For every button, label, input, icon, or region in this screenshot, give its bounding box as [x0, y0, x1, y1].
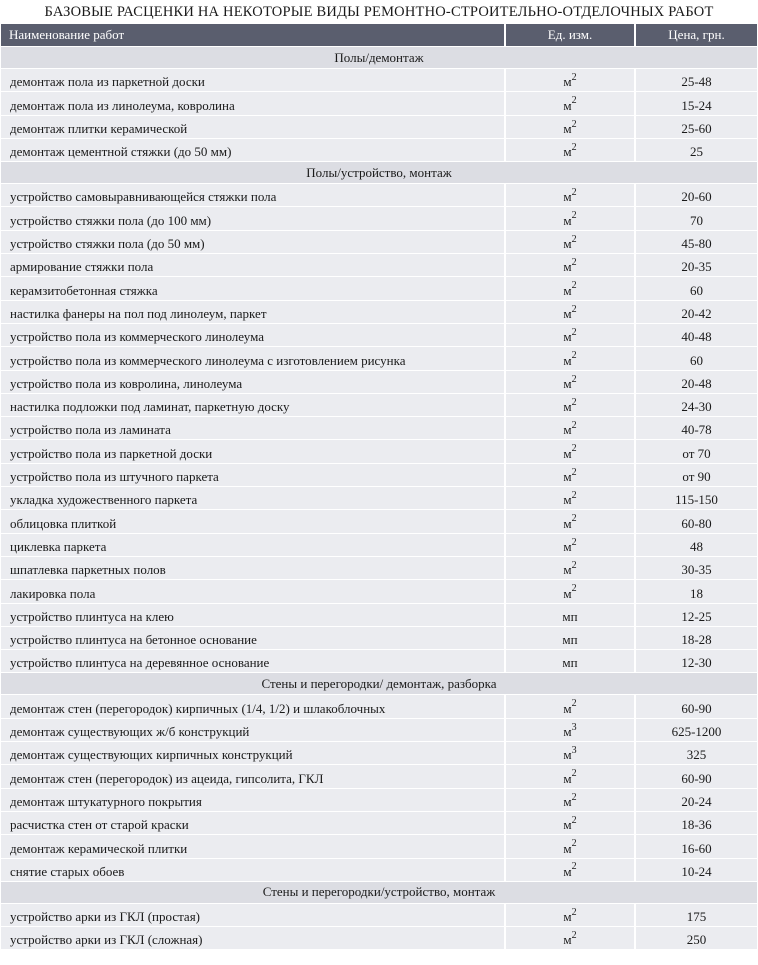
section-row: [1, 673, 757, 694]
price-cell: 18-36: [636, 812, 757, 834]
unit-cell: [506, 742, 636, 764]
unit-exponent: 2: [571, 906, 577, 918]
table-row: [1, 487, 757, 509]
work-name-cell: демонтаж стен (перегородок) кирпичных (1/4, 1/2) и шлакоблочных: [1, 695, 506, 717]
table-row: [1, 277, 757, 299]
unit-cell: [506, 69, 636, 91]
work-name-cell: устройство пола из ламината: [1, 417, 506, 439]
unit-text: м: [563, 700, 572, 716]
section-title: Стены и перегородки/ демонтаж, разборка: [1, 673, 757, 694]
table-row: [1, 254, 757, 276]
unit-exponent: 2: [571, 583, 577, 595]
unit-text: м: [563, 469, 572, 485]
unit-exponent: 2: [571, 187, 577, 199]
unit-text: м: [563, 352, 572, 368]
unit-exponent: 2: [571, 513, 577, 525]
table-row: [1, 812, 757, 834]
price-cell: 60-90: [636, 695, 757, 717]
unit-exponent: 2: [571, 118, 577, 130]
table-row: [1, 231, 757, 253]
table-row: [1, 464, 757, 486]
unit-exponent: 3: [571, 721, 577, 733]
table-row: [1, 116, 757, 138]
price-cell: 60-80: [636, 510, 757, 532]
table-row: [1, 394, 757, 416]
table-row: [1, 650, 757, 672]
unit-cell: [506, 695, 636, 717]
unit-cell: [506, 765, 636, 787]
price-cell: 250: [636, 927, 757, 949]
unit-exponent: 2: [571, 303, 577, 315]
page-title: БАЗОВЫЕ РАСЦЕНКИ НА НЕКОТОРЫЕ ВИДЫ РЕМОНТНО-СТРОИТЕЛЬНО-ОТДЕЛОЧНЫХ РАБОТ: [44, 4, 714, 20]
work-name-cell: устройство стяжки пола (до 50 мм): [1, 231, 506, 253]
unit-cell: [506, 534, 636, 556]
work-name-cell: устройство пола из паркетной доски: [1, 440, 506, 462]
unit-cell: [506, 510, 636, 532]
work-name-cell: облицовка плиткой: [1, 510, 506, 532]
table-row: [1, 92, 757, 114]
section-row: [1, 47, 757, 68]
table-row: [1, 417, 757, 439]
unit-exponent: 2: [571, 141, 577, 153]
table-row: [1, 347, 757, 369]
price-cell: 625-1200: [636, 719, 757, 741]
unit-cell: [506, 650, 636, 672]
unit-text: м: [563, 305, 572, 321]
price-cell: 25-60: [636, 116, 757, 138]
unit-text: м: [563, 932, 572, 948]
unit-exponent: 2: [571, 861, 577, 873]
work-name-cell: демонтаж стен (перегородок) из ацеида, гипсолита, ГКЛ: [1, 765, 506, 787]
table-row: [1, 69, 757, 91]
work-name-cell: устройство арки из ГКЛ (сложная): [1, 927, 506, 949]
work-name-cell: устройство самовыравнивающейся стяжки пола: [1, 184, 506, 206]
unit-exponent: 2: [571, 257, 577, 269]
unit-text: мп: [562, 608, 578, 624]
unit-cell: [506, 719, 636, 741]
unit-cell: [506, 859, 636, 881]
table-row: [1, 789, 757, 811]
price-cell: 20-48: [636, 371, 757, 393]
unit-text: м: [563, 422, 572, 438]
price-cell: 12-30: [636, 650, 757, 672]
unit-text: м: [563, 840, 572, 856]
table-row: [1, 580, 757, 602]
unit-exponent: 2: [571, 95, 577, 107]
work-name-cell: устройство пола из коммерческого линолеума: [1, 324, 506, 346]
unit-cell: [506, 347, 636, 369]
price-cell: 45-80: [636, 231, 757, 253]
table-row: [1, 510, 757, 532]
table-body: [1, 47, 757, 949]
work-name-cell: устройство арки из ГКЛ (простая): [1, 904, 506, 926]
table-row: [1, 859, 757, 881]
unit-cell: [506, 789, 636, 811]
work-name-cell: демонтаж плитки керамической: [1, 116, 506, 138]
unit-text: м: [563, 492, 572, 508]
unit-text: м: [563, 909, 572, 925]
price-cell: 15-24: [636, 92, 757, 114]
unit-text: м: [563, 120, 572, 136]
unit-text: м: [563, 445, 572, 461]
unit-text: м: [563, 585, 572, 601]
price-cell: 24-30: [636, 394, 757, 416]
table-row: [1, 207, 757, 229]
price-cell: 25-48: [636, 69, 757, 91]
price-cell: 20-60: [636, 184, 757, 206]
unit-cell: [506, 139, 636, 161]
work-name-cell: демонтаж керамической плитки: [1, 835, 506, 857]
unit-cell: [506, 184, 636, 206]
work-name-cell: снятие старых обоев: [1, 859, 506, 881]
unit-text: м: [563, 724, 572, 740]
unit-text: м: [563, 329, 572, 345]
price-cell: 48: [636, 534, 757, 556]
unit-cell: [506, 835, 636, 857]
work-name-cell: демонтаж существующих ж/б конструкций: [1, 719, 506, 741]
table-row: [1, 765, 757, 787]
section-title: Стены и перегородки/устройство, монтаж: [1, 882, 757, 903]
table-row: [1, 301, 757, 323]
table-row: [1, 557, 757, 579]
unit-cell: [506, 604, 636, 626]
table-row: [1, 534, 757, 556]
unit-exponent: 2: [571, 536, 577, 548]
unit-text: м: [563, 515, 572, 531]
unit-exponent: 2: [571, 71, 577, 83]
work-name-cell: демонтаж пола из линолеума, ковролина: [1, 92, 506, 114]
price-cell: 40-78: [636, 417, 757, 439]
unit-exponent: 2: [571, 280, 577, 292]
price-cell: 16-60: [636, 835, 757, 857]
section-title: Полы/демонтаж: [1, 47, 757, 68]
unit-text: м: [563, 399, 572, 415]
unit-text: м: [563, 236, 572, 252]
work-name-cell: настилка фанеры на пол под линолеум, паркет: [1, 301, 506, 323]
unit-exponent: 2: [571, 350, 577, 362]
work-name-cell: устройство пола из штучного паркета: [1, 464, 506, 486]
unit-cell: [506, 92, 636, 114]
work-name-cell: демонтаж штукатурного покрытия: [1, 789, 506, 811]
unit-text: м: [563, 747, 572, 763]
unit-text: мп: [562, 632, 578, 648]
table-row: [1, 440, 757, 462]
work-name-cell: демонтаж пола из паркетной доски: [1, 69, 506, 91]
unit-cell: [506, 301, 636, 323]
unit-cell: [506, 394, 636, 416]
work-name-cell: демонтаж цементной стяжки (до 50 мм): [1, 139, 506, 161]
unit-exponent: 2: [571, 466, 577, 478]
unit-text: м: [563, 817, 572, 833]
unit-text: м: [563, 793, 572, 809]
unit-cell: [506, 116, 636, 138]
table-header: [1, 24, 757, 46]
work-name-cell: расчистка стен от старой краски: [1, 812, 506, 834]
table-row: [1, 742, 757, 764]
unit-exponent: 2: [571, 373, 577, 385]
table-row: [1, 904, 757, 926]
table-row: [1, 604, 757, 626]
table-row: [1, 371, 757, 393]
unit-text: м: [563, 538, 572, 554]
unit-cell: [506, 464, 636, 486]
table-row: [1, 927, 757, 949]
unit-cell: [506, 417, 636, 439]
price-cell: 20-35: [636, 254, 757, 276]
unit-exponent: 2: [571, 930, 577, 942]
table-row: [1, 695, 757, 717]
price-cell: 60-90: [636, 765, 757, 787]
price-cell: 10-24: [636, 859, 757, 881]
work-name-cell: устройство плинтуса на клею: [1, 604, 506, 626]
work-name-cell: настилка подложки под ламинат, паркетную доску: [1, 394, 506, 416]
price-cell: 40-48: [636, 324, 757, 346]
price-cell: 30-35: [636, 557, 757, 579]
work-name-cell: циклевка паркета: [1, 534, 506, 556]
unit-cell: [506, 440, 636, 462]
unit-cell: [506, 254, 636, 276]
table-row: [1, 184, 757, 206]
section-row: [1, 882, 757, 903]
unit-cell: [506, 487, 636, 509]
section-title: Полы/устройство, монтаж: [1, 162, 757, 183]
table-row: [1, 139, 757, 161]
unit-exponent: 2: [571, 791, 577, 803]
price-cell: 175: [636, 904, 757, 926]
unit-exponent: 2: [571, 559, 577, 571]
unit-exponent: 3: [571, 744, 577, 756]
unit-cell: [506, 371, 636, 393]
work-name-cell: шпатлевка паркетных полов: [1, 557, 506, 579]
section-row: [1, 162, 757, 183]
price-cell: 70: [636, 207, 757, 229]
unit-cell: [506, 207, 636, 229]
unit-exponent: 2: [571, 814, 577, 826]
unit-text: м: [563, 562, 572, 578]
unit-text: м: [563, 189, 572, 205]
work-name-cell: демонтаж существующих кирпичных конструкций: [1, 742, 506, 764]
price-cell: 60: [636, 347, 757, 369]
price-cell: 115-150: [636, 487, 757, 509]
unit-exponent: 2: [571, 233, 577, 245]
unit-text: м: [563, 97, 572, 113]
unit-exponent: 2: [571, 210, 577, 222]
table-row: [1, 835, 757, 857]
work-name-cell: керамзитобетонная стяжка: [1, 277, 506, 299]
unit-text: м: [563, 282, 572, 298]
price-cell: 12-25: [636, 604, 757, 626]
unit-text: мп: [562, 655, 578, 671]
work-name-cell: устройство пола из коммерческого линолеума с изготовлением рисунка: [1, 347, 506, 369]
unit-text: м: [563, 259, 572, 275]
unit-text: м: [563, 144, 572, 160]
table-row: [1, 324, 757, 346]
price-cell: 25: [636, 139, 757, 161]
price-table: [1, 23, 757, 950]
unit-cell: [506, 580, 636, 602]
unit-cell: [506, 812, 636, 834]
price-cell: 18: [636, 580, 757, 602]
header-row: [1, 24, 757, 46]
unit-cell: [506, 904, 636, 926]
price-cell: 325: [636, 742, 757, 764]
work-name-cell: устройство плинтуса на деревянное основание: [1, 650, 506, 672]
table-row: [1, 719, 757, 741]
column-header-name: Наименование работ: [1, 24, 506, 46]
price-cell: от 70: [636, 440, 757, 462]
unit-cell: [506, 231, 636, 253]
price-cell: 20-42: [636, 301, 757, 323]
unit-exponent: 2: [571, 838, 577, 850]
unit-cell: [506, 627, 636, 649]
column-header-unit: Ед. изм.: [506, 24, 636, 46]
work-name-cell: устройство пола из ковролина, линолеума: [1, 371, 506, 393]
unit-cell: [506, 557, 636, 579]
unit-exponent: 2: [571, 420, 577, 432]
work-name-cell: устройство плинтуса на бетонное основание: [1, 627, 506, 649]
unit-text: м: [563, 74, 572, 90]
unit-cell: [506, 277, 636, 299]
column-header-price: Цена, грн.: [636, 24, 757, 46]
unit-text: м: [563, 212, 572, 228]
unit-text: м: [563, 863, 572, 879]
price-cell: 20-24: [636, 789, 757, 811]
unit-text: м: [563, 375, 572, 391]
price-cell: от 90: [636, 464, 757, 486]
unit-exponent: 2: [571, 768, 577, 780]
work-name-cell: лакировка пола: [1, 580, 506, 602]
price-cell: 60: [636, 277, 757, 299]
unit-exponent: 2: [571, 490, 577, 502]
work-name-cell: устройство стяжки пола (до 100 мм): [1, 207, 506, 229]
unit-exponent: 2: [571, 443, 577, 455]
unit-cell: [506, 324, 636, 346]
unit-exponent: 2: [571, 396, 577, 408]
unit-cell: [506, 927, 636, 949]
price-cell: 18-28: [636, 627, 757, 649]
unit-text: м: [563, 770, 572, 786]
unit-exponent: 2: [571, 698, 577, 710]
work-name-cell: укладка художественного паркета: [1, 487, 506, 509]
work-name-cell: армирование стяжки пола: [1, 254, 506, 276]
table-row: [1, 627, 757, 649]
unit-exponent: 2: [571, 326, 577, 338]
